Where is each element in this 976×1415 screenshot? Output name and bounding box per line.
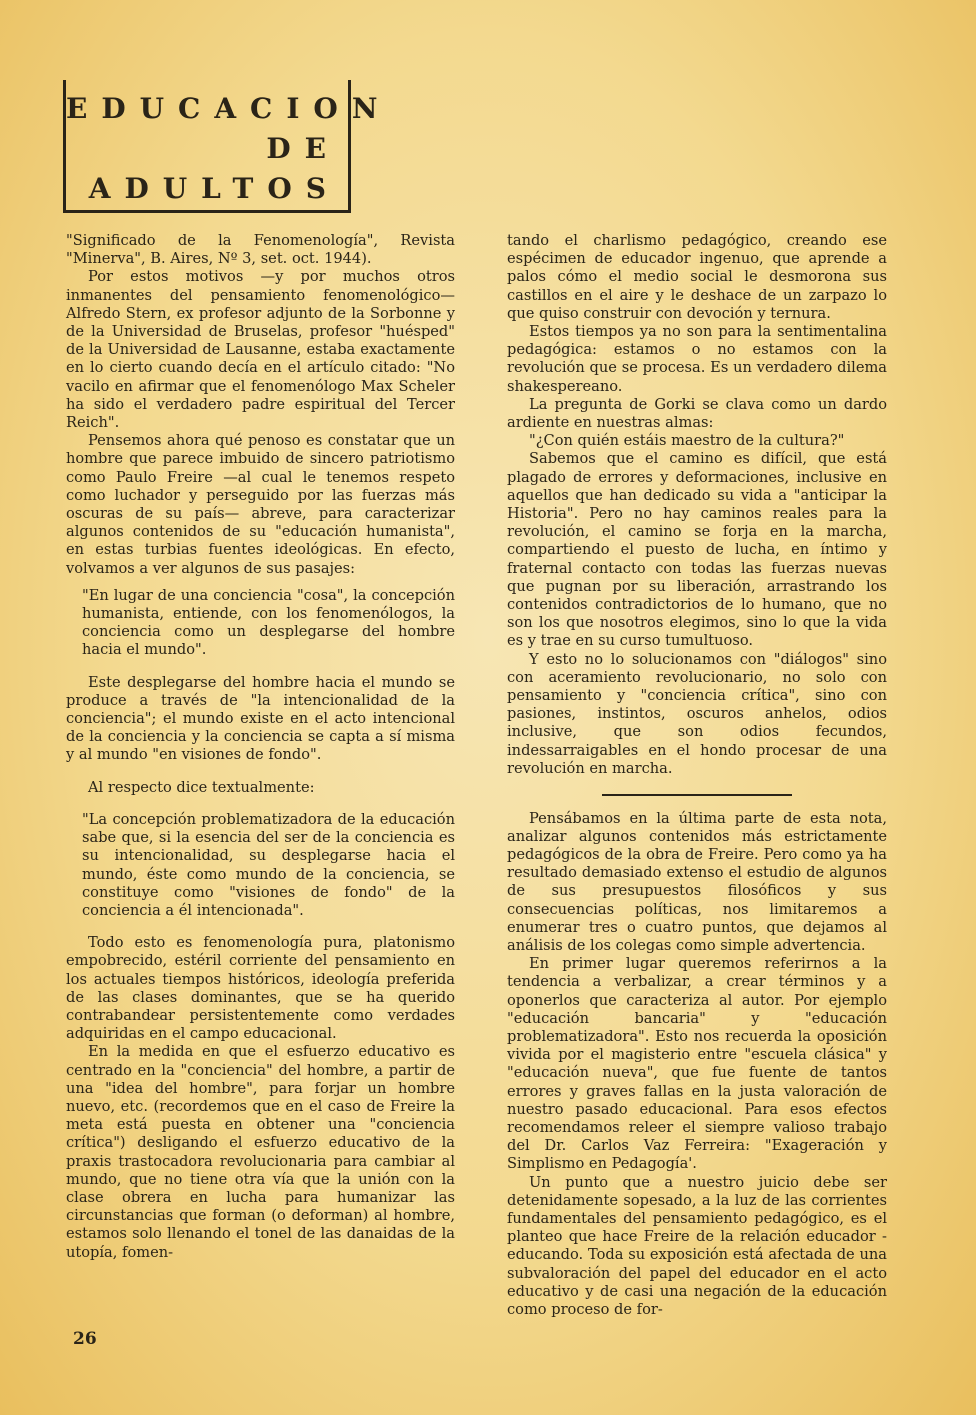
- paragraph: Pensábamos en la última parte de esta nota, analizar algunos contenidos más estrictamente pedagógicos de la obra de Freire. Pero como ya ha resultado demasiado extenso el estudio de algunos de sus presupuestos filosóficos y sus consecuencias políticas, nos limitaremos a enumerar tres o cuatro puntos, que dejamos al análisis de los colegas como simple advertencia.: [507, 809, 887, 955]
- paragraph: Sabemos que el camino es difícil, que está plagado de errores y deformaciones, inclusive en aquellos que han dedicado su vida a "anticipar la Historia". Pero no hay caminos reales para la revolución, el camino se forja en la marcha, compartiendo el puesto de lucha, en íntimo y fraternal contacto con todas las fuerzas nuevas que pugnan por su liberación, arrastrando los contenidos contradictorios de lo humano, que no son los que nosotros elegimos, sino lo que la vida es y trae en su curso tumultuoso.: [507, 450, 887, 650]
- paragraph: En la medida en que el esfuerzo educativo es centrado en la "conciencia" del hombre, a partir de una "idea del hombre", para forjar un hombre nuevo, etc. (recordemos que en el caso de Freire la meta está puesta en obtener una "conciencia crítica") desligando el esfuerzo educativo de la praxis trastocadora revolucionaria para cambiar al mundo, que no tiene otra vía que la unión con la clase obrera en lucha para humanizar las circunstancias que forman (o deforman) al hombre, estamos solo llenando el tonel de las danaidas de la utopía, fomen-: [66, 1043, 455, 1261]
- right-column-bottom: [507, 810, 887, 1320]
- paragraph: Pensemos ahora qué penoso es constatar que un hombre que parece imbuido de sincero patriotismo como Paulo Freire —al cual le tenemos respeto como luchador y perseguido por las fuerzas más oscuras de su país— abreve, para caracterizar algunos contenidos de su "educación humanista", en estas turbias fuentes ideológicas. En efecto, volvamos a ver algunos de sus pasajes:: [66, 432, 455, 577]
- paragraph: Todo esto es fenomenología pura, platonismo empobrecido, estéril corriente del pensamiento en los actuales tiempos históricos, ideología preferida de las clases dominantes, que se ha querido contrabandear persistentemente como verdades adquiridas en el campo educacional.: [66, 934, 455, 1043]
- paragraph: Por estos motivos —y por muchos otros inmanentes del pensamiento fenomenológico— Alfredo Stern, ex profesor adjunto de la Sorbonne y de la Universidad de Bruselas, profesor "huésped" de la Universidad de Lausanne, estaba exactamente en lo cierto cuando decía en el artículo citado: "No vacilo en afirmar que el fenomenólogo Max Scheler ha sido el verdadero padre espiritual del Tercer Reich".: [66, 268, 455, 432]
- title-line-2: DE: [266, 132, 340, 165]
- section-divider: [602, 794, 792, 796]
- right-column: [507, 232, 887, 1319]
- page-number: 26: [73, 1329, 97, 1349]
- paragraph: Estos tiempos ya no son para la sentimentalina pedagógica: estamos o no estamos con la revolución que se procesa. Es un verdadero dilema shakespereano.: [507, 323, 887, 395]
- paragraph: Y esto no lo solucionamos con "diálogos" sino con aceramiento revolucionario, no solo con pensamiento y "conciencia crítica", sino con pasiones, instintos, oscuros anhelos, odios inclusive, que son odios fecundos, indessarraigables en el hondo procesar de una revolución en marcha.: [507, 650, 887, 777]
- paragraph: Un punto que a nuestro juicio debe ser detenidamente sopesado, a la luz de las corrientes fundamentales del pensamiento pedagógico, es el planteo que hace Freire de la relación educador - educando. Toda su exposición está afectada de una subvaloración del papel del educador en el acto educativo y de casi una negación de la educación como proceso de for-: [507, 1173, 887, 1319]
- right-column-top: [507, 232, 887, 778]
- left-column: [66, 232, 455, 1262]
- paragraph: Al respecto dice textualmente:: [88, 778, 315, 796]
- title-box: [63, 80, 392, 213]
- paragraph: La pregunta de Gorki se clava como un dardo ardiente en nuestras almas:: [507, 395, 887, 432]
- paragraph: En primer lugar queremos referirnos a la tendencia a verbalizar, a crear términos y a oponerlos que caracteriza al autor. Por ejemplo "educación bancaria" y "educación problematizadora". Esto nos recuerda la oposición vivida por el magisterio entre "escuela clásica" y "educación nueva", que fue fuente de tantos errores y graves fallas en la justa valoración de nuestro pasado educacional. Para esos efectos recomendamos releer el siempre valioso trabajo del Dr. Carlos Vaz Ferreira: "Exageración y Simplismo en Pedagogía'.: [507, 955, 887, 1173]
- title-line-3: ADULTOS: [88, 172, 340, 205]
- paragraph: "La concepción problematizadora de la educación sabe que, si la esencia del ser de la conciencia es su intencionalidad, su desplegarse hacia el mundo, éste como mundo de la conciencia, se constituye como "visiones de fondo" de la conciencia a él intencionada".: [82, 810, 455, 919]
- paragraph: "¿Con quién estáis maestro de la cultura?": [529, 432, 845, 450]
- title-line-1: EDUCACION: [66, 92, 392, 125]
- paragraph: tando el charlismo pedagógico, creando ese espécimen de educador ingenuo, que aprende a palos cómo el medio social le desmorona sus castillos en el aire y le deshace de un zarpazo lo que quiso construir con devoción y ternura.: [507, 232, 887, 322]
- paragraph: Este desplegarse del hombre hacia el mundo se produce a través de "la intencionalidad de la conciencia"; el mundo existe en el acto intencional de la conciencia y la conciencia se capta a sí misma y al mundo "en visiones de fondo".: [66, 673, 455, 764]
- paragraph: "En lugar de una conciencia "cosa", la concepción humanista, entiende, con los fenomenólogos, la conciencia como un desplegarse del hombre hacia el mundo".: [82, 586, 455, 659]
- paragraph: "Significado de la Fenomenología", Revista "Minerva", B. Aires, Nº 3, set. oct. 1944).: [66, 232, 455, 268]
